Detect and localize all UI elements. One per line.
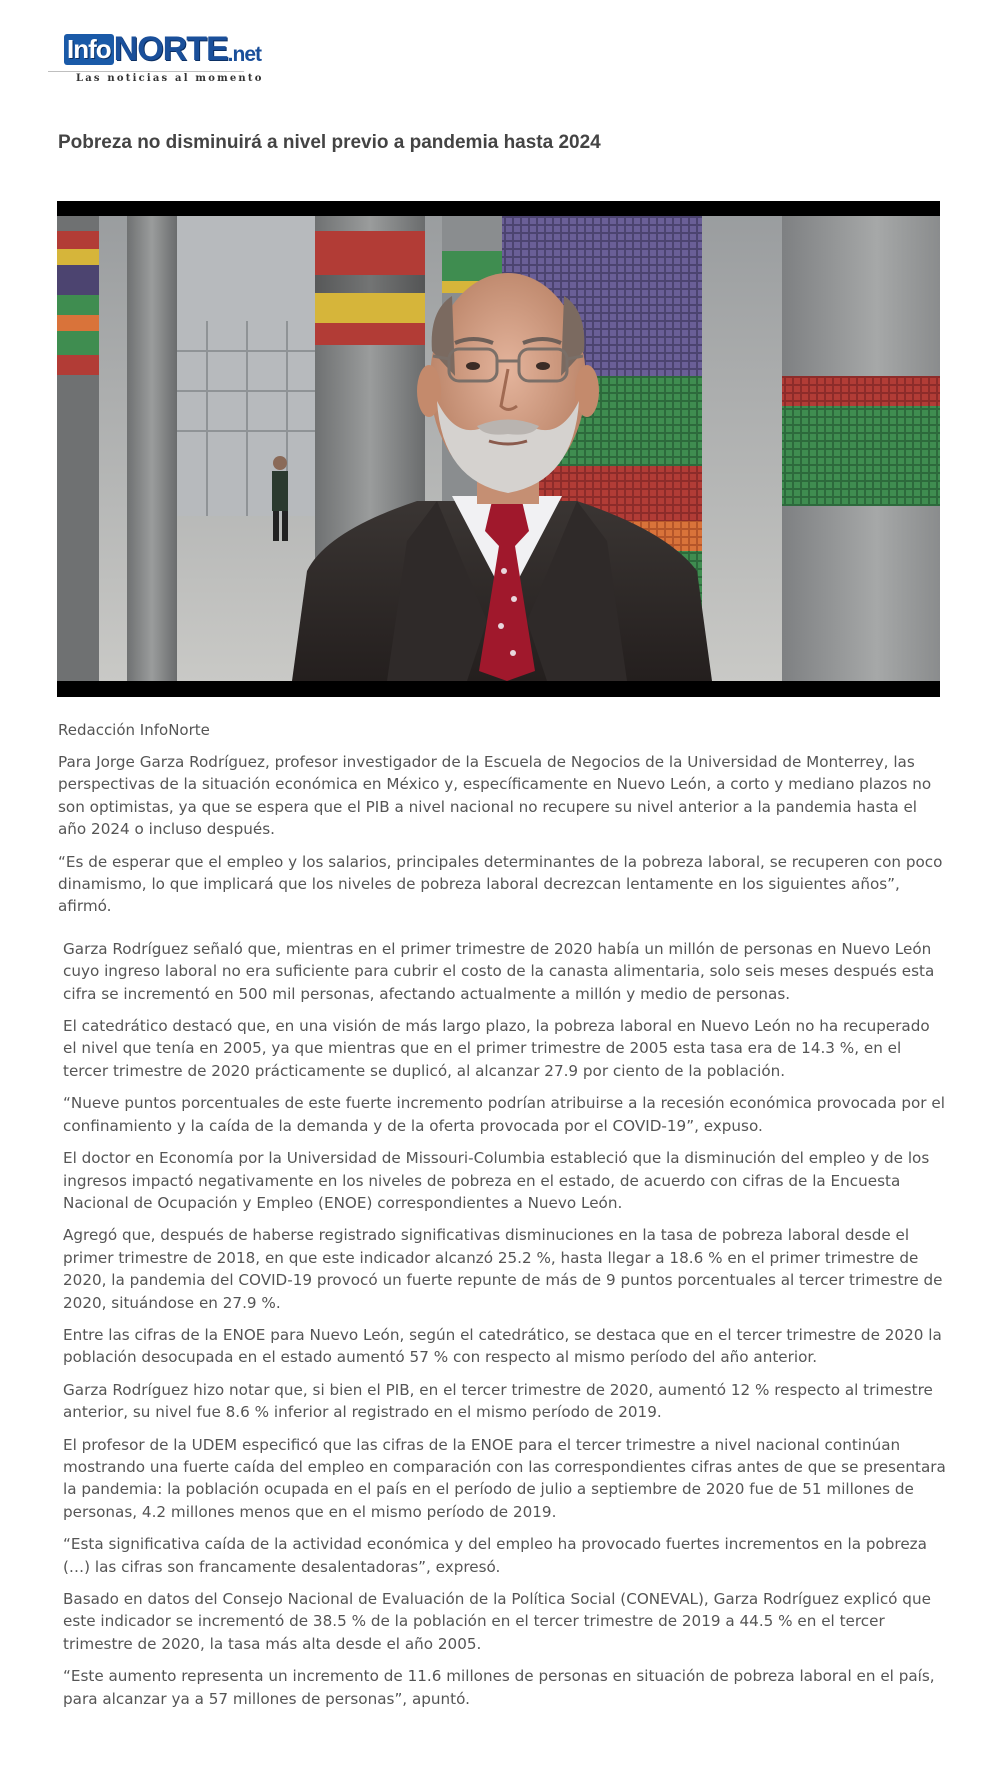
- article-paragraph: “Es de esperar que el empleo y los salarios, principales determinantes de la pobreza laboral, se recuperen con poco dinamismo, lo que implicará que los niveles de pobreza laboral decrezcan lentamente en los siguientes años”, afirmó.: [58, 852, 943, 916]
- logo-norte-text: NORTE: [113, 30, 228, 68]
- article-photo: [57, 201, 940, 697]
- article-paragraph: Garza Rodríguez hizo notar que, si bien el PIB, en el tercer trimestre de 2020, aumentó 12 % respecto al trimestre anterior, su nivel fue 8.6 % inferior al registrado en el mismo período de 2019.: [63, 1380, 933, 1422]
- article-paragraph: Basado en datos del Consejo Nacional de Evaluación de la Política Social (CONEVAL), Garza Rodríguez explicó que este indicador se incrementó de 38.5 % de la población en el tercer trimestre de 2019 a 44.5 % en el tercer trimestre de 2020, la tasa más alta desde el año 2005.: [63, 1590, 931, 1653]
- logo-tagline: Las noticias al momento: [76, 73, 264, 84]
- article-paragraph: Para Jorge Garza Rodríguez, profesor investigador de la Escuela de Negocios de la Universidad de Monterrey, las perspectivas de la situación económica en México y, específicamente en Nuevo León, a corto y mediano plazos no son optimistas, ya que se espera que el PIB a nivel nacional no recupere su nivel anterior a la pandemia hasta el año 2024 o incluso después.: [58, 753, 932, 839]
- article-paragraph: Entre las cifras de la ENOE para Nuevo León, según el catedrático, se destaca que en el tercer trimestre de 2020 la población desocupada en el estado aumentó 57 % con respecto al mismo período del año anterior.: [63, 1325, 942, 1367]
- professor-portrait-image: [57, 201, 940, 697]
- article-title: Pobreza no disminuirá a nivel previo a pandemia hasta 2024: [58, 132, 601, 153]
- logo-divider: [48, 71, 244, 72]
- article-paragraph: El doctor en Economía por la Universidad de Missouri-Columbia estableció que la disminución del empleo y de los ingresos impactó negativamente en los niveles de pobreza en el estado, de acuerdo con cifras de la Encuesta Nacional de Ocupación y Empleo (ENOE) correspondientes a Nuevo León.: [63, 1149, 930, 1212]
- article-byline: Redacción InfoNorte: [58, 721, 210, 739]
- article-paragraph: Garza Rodríguez señaló que, mientras en el primer trimestre de 2020 había un millón de personas en Nuevo León cuyo ingreso laboral no era suficiente para cubrir el costo de la canasta alimentaria, solo seis meses después esta cifra se incrementó en 500 mil personas, afectando actualmente a millón y medio de personas.: [63, 939, 935, 1003]
- site-logo[interactable]: [48, 28, 264, 86]
- logo-wordmark: [64, 30, 261, 68]
- article-paragraph: El profesor de la UDEM especificó que las cifras de la ENOE para el tercer trimestre a nivel nacional continúan mostrando una fuerte caída del empleo en comparación con las correspondientes cifras antes de que se presentara la pandemia: la población ocupada en el país en el período de julio a septiembre de 2020 fue de 51 millones de personas, 4.2 millones menos que en el mismo período de 2019.: [63, 1435, 946, 1521]
- article-paragraph: “Esta significativa caída de la actividad económica y del empleo ha provocado fuertes incrementos en la pobreza (…) las cifras son francamente desalentadoras”, expresó.: [63, 1535, 927, 1576]
- article-paragraph: “Nueve puntos porcentuales de este fuerte incremento podrían atribuirse a la recesión económica provocada por el confinamiento y la caída de la demanda y de la oferta provocada por el COVID-19”, expuso.: [63, 1094, 945, 1135]
- logo-net-text: .net: [227, 43, 261, 66]
- article-body: [58, 751, 948, 1720]
- article-paragraph: El catedrático destacó que, en una visión de más largo plazo, la pobreza laboral en Nuevo León no ha recuperado el nivel que tenía en 2005, ya que mientras que en el primer trimestre de 2005 esta tasa era de 14.3 %, en el tercer trimestre de 2020 prácticamente se duplicó, al alcanzar 27.9 por ciento de la población.: [63, 1017, 930, 1080]
- article-paragraph: “Este aumento representa un incremento de 11.6 millones de personas en situación de pobreza laboral en el país, para alcanzar ya a 57 millones de personas”, apuntó.: [63, 1667, 935, 1708]
- article-paragraph: Agregó que, después de haberse registrado significativas disminuciones en la tasa de pobreza laboral desde el primer trimestre de 2018, en que este indicador alcanzó 25.2 %, hasta llegar a 18.6 % en el primer trimestre de 2020, la pandemia del COVID-19 provocó un fuerte repunte de más de 9 puntos porcentuales al tercer trimestre de 2020, situándose en 27.9 %.: [63, 1226, 943, 1312]
- logo-info-text: Info: [64, 34, 114, 65]
